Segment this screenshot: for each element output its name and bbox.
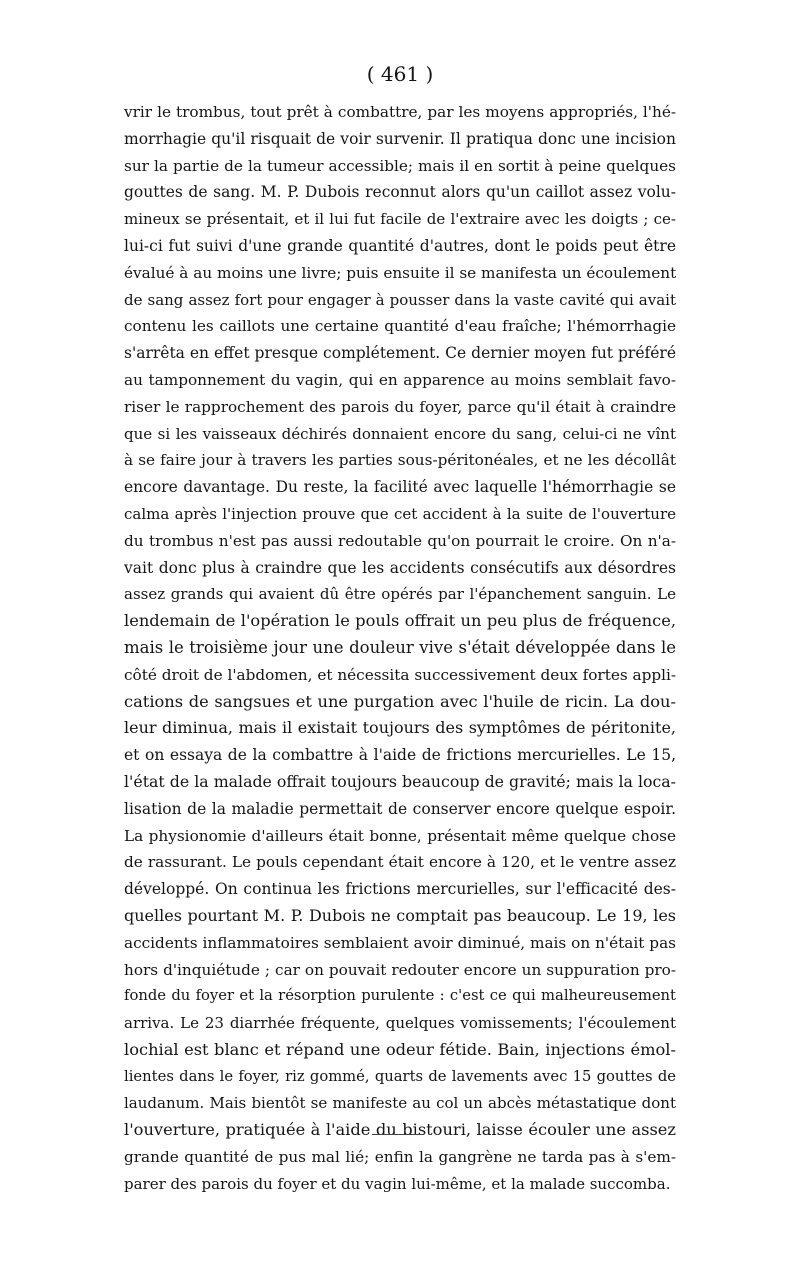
text-line: s'arrêta en effet presque complétement. Ce dernier moyen fut préféré	[124, 344, 676, 363]
text-line: l'état de la malade offrait toujours beaucoup de gravité; mais la loca-	[124, 771, 676, 791]
text-line: gouttes de sang. M. P. Dubois reconnut alors qu'un caillot assez volu-	[124, 183, 676, 202]
text-line: lendemain de l'opération le pouls offrait un peu plus de fréquence,	[124, 611, 676, 631]
text-line: hors d'inquiétude ; car on pouvait redouter encore un suppuration pro-	[124, 960, 676, 979]
text-line: évalué à au moins une livre; puis ensuite il se manifesta un écoulement	[124, 263, 676, 282]
text-line: vrir le trombus, tout prêt à combattre, par les moyens appropriés, l'hé-	[124, 103, 676, 121]
text-line: de sang assez fort pour engager à pousser dans la vaste cavité qui avait	[124, 290, 676, 309]
text-line: lochial est blanc et répand une odeur fétide. Bain, injections émol-	[124, 1039, 676, 1059]
text-line: mais le troisième jour une douleur vive s'était développée dans le	[124, 637, 676, 657]
page-number: ( 461 )	[366, 62, 434, 86]
text-line: calma après l'injection prouve que cet accident à la suite de l'ouverture	[124, 504, 676, 523]
text-line: parer des parois du foyer et du vagin lui-même, et la malade succomba.	[124, 1174, 671, 1193]
text-line: contenu les caillots une certaine quantité d'eau fraîche; l'hémorrhagie	[124, 317, 676, 336]
text-line: assez grands qui avaient dû être opérés par l'épanchement sanguin. Le	[124, 585, 676, 604]
text-line: côté droit de l'abdomen, et nécessita successivement deux fortes appli-	[124, 665, 676, 684]
text-line: et on essaya de la combattre à l'aide de frictions mercurielles. Le 15,	[124, 746, 676, 765]
text-line: quelles pourtant M. P. Dubois ne comptait pas beaucoup. Le 19, les	[124, 905, 676, 925]
text-line: riser le rapprochement des parois du foyer, parce qu'il était à craindre	[124, 397, 676, 416]
text-line: que si les vaisseaux déchirés donnaient encore du sang, celui-ci ne vînt	[124, 424, 676, 443]
text-line: lientes dans le foyer, riz gommé, quarts de lavements avec 15 gouttes de	[124, 1067, 676, 1085]
text-line: sur la partie de la tumeur accessible; mais il en sortit à peine quelques	[124, 156, 676, 175]
text-line: lui-ci fut suivi d'une grande quantité d'autres, dont le poids peut être	[124, 236, 676, 255]
text-line: l'ouverture, pratiquée à l'aide du bistouri, laisse écouler une assez	[124, 1120, 676, 1140]
text-line: du trombus n'est pas aussi redoutable qu'on pourrait le croire. On n'a-	[124, 531, 676, 550]
text-line: lisation de la maladie permettait de conserver encore quelque espoir.	[124, 799, 676, 818]
text-line: morrhagie qu'il risquait de voir survenir. Il pratiqua donc une incision	[124, 129, 676, 148]
text-line: arriva. Le 23 diarrhée fréquente, quelques vomissements; l'écoulement	[124, 1014, 676, 1033]
text-line: accidents inflammatoires semblaient avoir diminué, mais on n'était pas	[124, 933, 676, 952]
text-line: de rassurant. Le pouls cependant était encore à 120, et le ventre assez	[124, 853, 676, 872]
text-line: vait donc plus à craindre que les accidents consécutifs aux désordres	[124, 558, 676, 577]
text-line: au tamponnement du vagin, qui en apparence au moins semblait favo-	[124, 370, 676, 389]
text-line: cations de sangsues et une purgation avec l'huile de ricin. La dou-	[124, 691, 676, 711]
text-line: leur diminua, mais il existait toujours des symptômes de péritonite,	[124, 718, 676, 738]
body-text	[124, 99, 676, 1198]
text-line: à se faire jour à travers les parties sous-péritonéales, et ne les décollât	[124, 451, 676, 470]
text-line: développé. On continua les frictions mercurielles, sur l'efficacité des-	[124, 880, 676, 899]
text-line: encore davantage. Du reste, la facilité avec laquelle l'hémorrhagie se	[124, 478, 676, 497]
text-line: La physionomie d'ailleurs était bonne, présentait même quelque chose	[124, 826, 676, 845]
text-line: laudanum. Mais bientôt se manifeste au col un abcès métastatique dont	[124, 1094, 676, 1113]
text-line: grande quantité de pus mal lié; enfin la gangrène ne tarda pas à s'em-	[124, 1148, 676, 1167]
text-line: fonde du foyer et la résorption purulente : c'est ce qui malheureusement	[124, 987, 676, 1005]
text-line: mineux se présentait, et il lui fut facile de l'extraire avec les doigts ; ce-	[124, 210, 676, 229]
end-rule	[372, 1134, 424, 1135]
